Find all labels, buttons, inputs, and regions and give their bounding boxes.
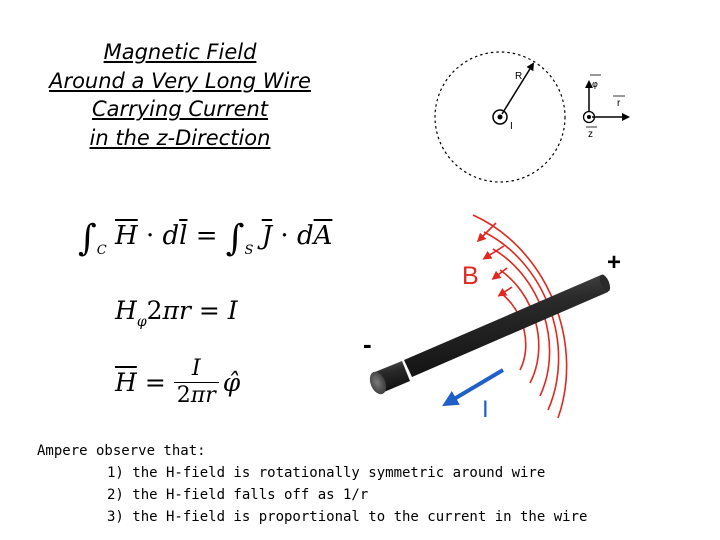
phi-label: φ bbox=[592, 80, 598, 90]
z-label: z bbox=[588, 129, 593, 140]
title-line-1: Magnetic Field bbox=[103, 40, 257, 64]
radius-label: R bbox=[515, 71, 523, 82]
current-out-of-page-icon bbox=[493, 110, 507, 124]
observation-item-1: 1) the H-field is rotationally symmetric around wire bbox=[107, 465, 546, 481]
ampere-integral-equation: $\int_C$ $\overline{H} \cdot d\overline{l} = \int_S$ $\overline{J} \cdot d\overline{A}$ bbox=[78, 218, 333, 259]
observations bbox=[37, 440, 587, 528]
field-label: B bbox=[462, 262, 479, 290]
title-line-4: in the z-Direction bbox=[89, 125, 271, 150]
observation-item-3: 3) the H-field is proportional to the current in the wire bbox=[107, 509, 588, 525]
title-line-2: Around a Very Long Wire bbox=[49, 68, 311, 93]
h-field-equation: $\overline{H}$ = $\frac{I}{2\pi r}$ φ̂ bbox=[115, 356, 241, 408]
title-line-3: Carrying Current bbox=[91, 97, 269, 121]
observations-intro: Ampere observe that: bbox=[37, 443, 206, 459]
current-arrow bbox=[449, 370, 503, 402]
circle-diagram bbox=[435, 52, 565, 182]
r-label: r bbox=[617, 98, 621, 109]
minus-label: - bbox=[363, 329, 372, 359]
circle-current-label: I bbox=[510, 121, 513, 132]
plus-label: + bbox=[607, 249, 622, 276]
coordinate-axes bbox=[584, 75, 629, 140]
h-phi-equation: $H_\varphi 2\pi r = I$ bbox=[115, 296, 238, 330]
observation-item-2: 2) the H-field falls off as 1/r bbox=[107, 487, 369, 503]
wire-current-label: I bbox=[482, 396, 489, 423]
